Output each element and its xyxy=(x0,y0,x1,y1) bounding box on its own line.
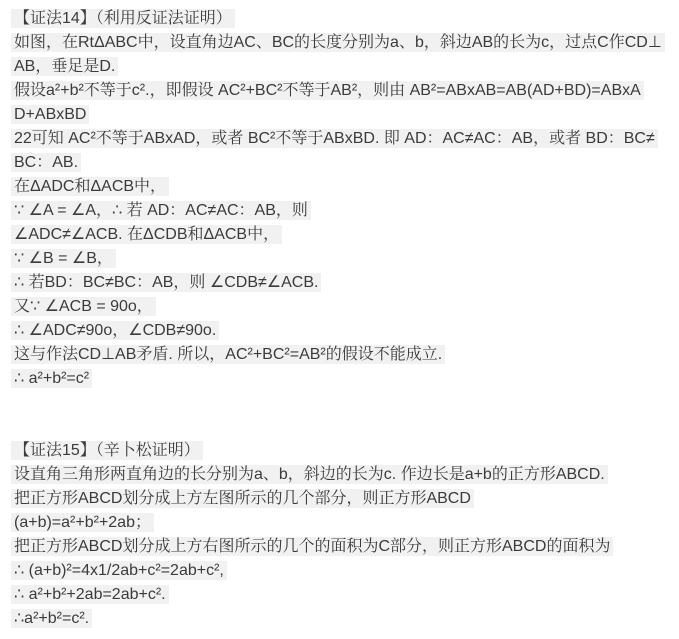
text-line: 把正方形ABCD划分成上方右图所示的几个的面积为C部分，则正方形ABCD的面积为 xyxy=(11,535,679,559)
text-line: 设直角三角形两直角边的长分别为a、b，斜边的长为c. 作边长是a+b的正方形ABCD. xyxy=(11,463,679,487)
section-heading xyxy=(11,7,679,31)
section-heading-text: 【证法14】（利用反证法证明） xyxy=(11,9,235,28)
text-line: (a+b)=a²+b²+2ab； xyxy=(11,511,679,535)
text-line: ∴a²+b²=c². xyxy=(11,607,679,631)
text-line: D+ABxBD xyxy=(11,103,679,127)
text-line: ∴ ∠ADC≠90o，∠CDB≠90o. xyxy=(11,319,679,343)
text-line: ∴ a²+b²=c² xyxy=(11,367,679,391)
text-line: ∵ ∠B = ∠B， xyxy=(11,247,679,271)
text-line: ∠ADC≠∠ACB. 在ΔCDB和ΔACB中， xyxy=(11,223,679,247)
text-line: ∴ 若BD：BC≠BC：AB，则 ∠CDB≠∠ACB. xyxy=(11,271,679,295)
section-heading xyxy=(11,439,679,463)
text-line: ∴ (a+b)²=4x1/2ab+c²=2ab+c², xyxy=(11,559,679,583)
text-line: ∴ a²+b²+2ab=2ab+c². xyxy=(11,583,679,607)
text-line: ∵ ∠A = ∠A，∴ 若 AD：AC≠AC：AB，则 xyxy=(11,199,679,223)
text-line: 假设a²+b²不等于c².，即假设 AC²+BC²不等于AB²，则由 AB²=ABxAB=AB(AD+BD)=ABxA xyxy=(11,79,679,103)
text-line: 22可知 AC²不等于ABxAD，或者 BC²不等于ABxBD. 即 AD：AC≠AC：AB，或者 BD：BC≠ xyxy=(11,127,679,151)
proof-section-14 xyxy=(11,7,679,391)
text-line: 把正方形ABCD划分成上方左图所示的几个部分，则正方形ABCD xyxy=(11,487,679,511)
text-line: 这与作法CD⊥AB矛盾. 所以，AC²+BC²=AB²的假设不能成立. xyxy=(11,343,679,367)
text-line: 在ΔADC和ΔACB中， xyxy=(11,175,679,199)
text-line: 如图，在RtΔABC中，设直角边AC、BC的长度分别为a、b，斜边AB的长为c，过点C作CD⊥ xyxy=(11,31,679,55)
text-line: 又∵ ∠ACB = 90o， xyxy=(11,295,679,319)
section-heading-text: 【证法15】（辛卜松证明） xyxy=(11,441,203,460)
text-line: AB，垂足是D. xyxy=(11,55,679,79)
text-line: BC：AB. xyxy=(11,151,679,175)
proof-section-15 xyxy=(11,439,679,631)
